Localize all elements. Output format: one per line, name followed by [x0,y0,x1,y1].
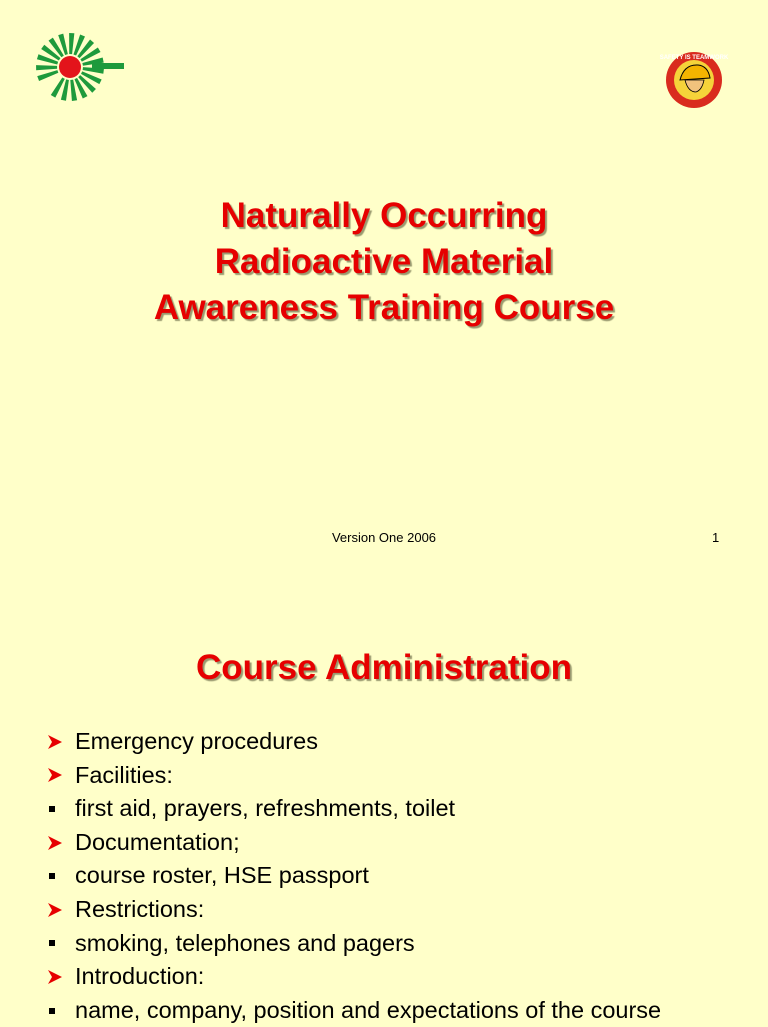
arrow-bullet-icon [46,901,75,919]
bullet-item [46,859,661,893]
arrow-bullet-icon [46,834,75,852]
square-bullet-icon [46,940,75,946]
svg-text:SAFETY IS TEAMWORK: SAFETY IS TEAMWORK [659,55,729,61]
bullet-item [46,792,661,826]
bullet-item [46,927,661,961]
bullet-item [46,960,661,994]
square-bullet-icon [46,873,75,879]
bullet-text: course roster, HSE passport [75,862,369,889]
safety-is-teamwork-logo [650,50,738,110]
square-bullet-icon [46,1008,75,1014]
title-line-2: Radioactive Material [214,242,554,281]
square-bullet-icon [46,806,75,812]
bullet-item [46,759,661,793]
bullet-item [46,725,661,759]
arrow-bullet-icon [46,733,75,751]
bullet-list [46,725,661,1027]
arrow-bullet-icon [46,968,75,986]
bullet-item [46,893,661,927]
bullet-text: Introduction: [75,963,205,990]
bullet-text: smoking, telephones and pagers [75,929,415,956]
course-administration-slide [0,576,768,1024]
bullet-text: name, company, position and expectations of the course [75,996,662,1023]
bullet-item [46,826,661,860]
company-logo [36,30,126,104]
arrow-bullet-icon [46,766,75,784]
slide-heading: Course Administration [196,648,572,687]
bullet-text: Documentation; [75,828,240,855]
slide-title [0,193,768,331]
bullet-text: Restrictions: [75,895,205,922]
bullet-item [46,994,661,1027]
title-line-3: Awareness Training Course [153,288,615,327]
page-number: 1 [712,530,720,545]
bullet-text: Emergency procedures [75,728,318,754]
bullet-text: first aid, prayers, refreshments, toilet [75,795,456,822]
version-footer: Version One 2006 [331,530,437,545]
title-line-1: Naturally Occurring [220,196,548,235]
bullet-text: Facilities: [75,761,173,788]
